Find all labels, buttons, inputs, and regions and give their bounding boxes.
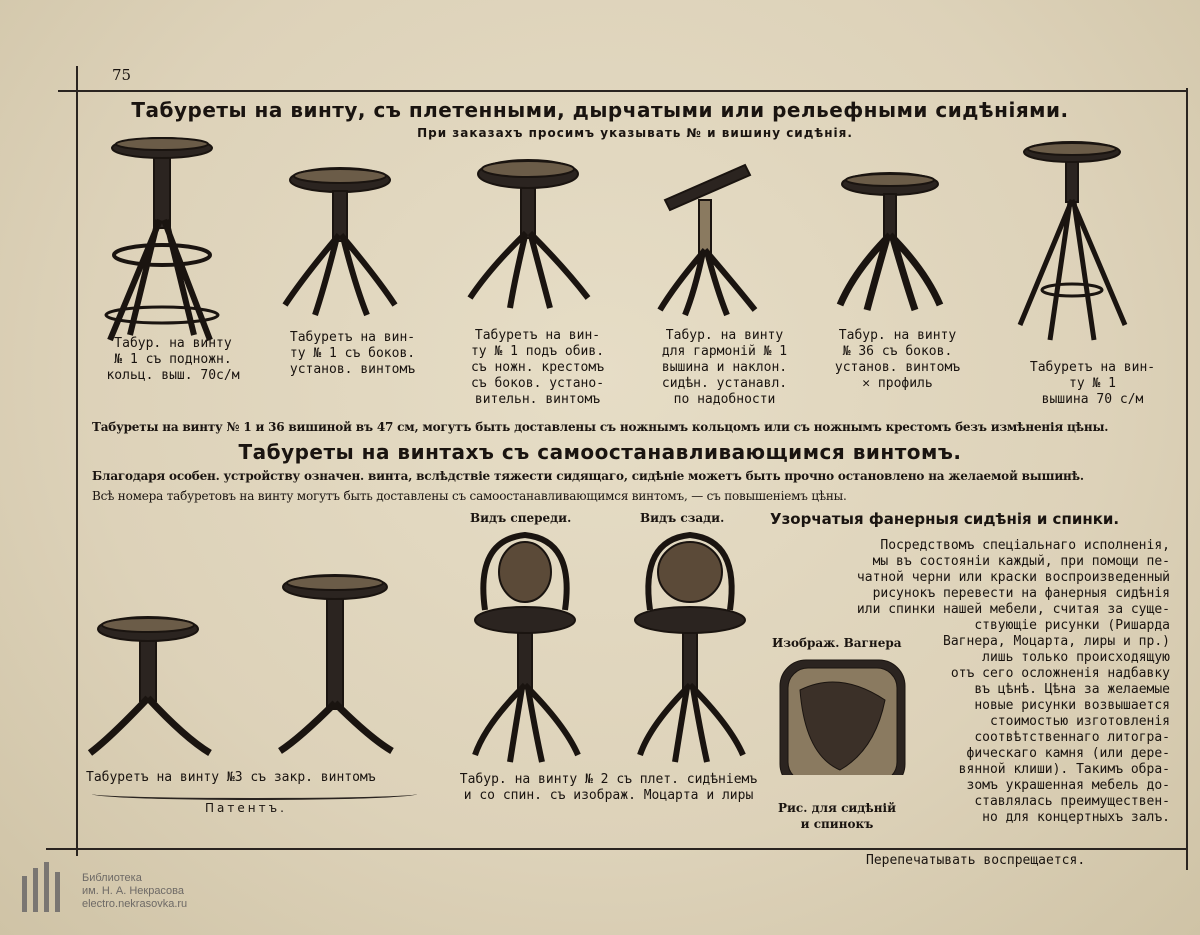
header-title: Табуреты на винту, съ плетенными, дырчатыми или рельефными сидѣніями. [131, 98, 1069, 122]
section2-title: Табуреты на винтахъ съ самоостанавливающимся винтомъ. [238, 440, 962, 464]
caption-stool-4: Табур. на винту для гармоній № 1 вышина и наклон. сидѣн. устанавл. по надобности [661, 328, 788, 407]
view-front-label: Видъ спереди. [470, 511, 572, 525]
top-rule [58, 90, 1188, 92]
right-rule [1186, 88, 1188, 870]
footer-notice: Перепечатывать воспрещается. [866, 853, 1086, 868]
library-text [82, 872, 187, 911]
chair-back [635, 535, 745, 762]
plywood-text: Посредствомъ спеціальнаго исполненія, мы въ состояніи каждый, при помощи пе- чатной черни или краски воспроизведенный рисунокъ перевести на фанерныя сидѣнія или спинки нашей мебели, считая за суще- ствующіе рисунки (Ришарда Вагнера, Моцарта, лиры и пр.) лишь только происходящую отъ сего осложненія надбавку въ цѣнѣ. Цѣна за желаемые новые рисунки возвышается стоимостью изготовленія соотвѣтственнаго литогра- фическаго камня (или дере- вянной клиши). Такимъ обра- зомъ украшенная мебель до- ставлялась преимуществен- но для концертныхъ залъ. [856, 538, 1170, 825]
stool-low-no3 [90, 617, 210, 753]
view-back-label: Видъ сзади. [640, 511, 725, 525]
section2-line2: Всѣ номера табуретовъ на винту могутъ быть доставлены съ самоостанавливающимся винтомъ, — съ повышеніемъ цѣны. [92, 489, 847, 503]
plywood-title: Узорчатыя фанерныя сидѣнія и спинки. [770, 510, 1120, 528]
caption-stool-no3: Табуретъ на винту №3 съ закр. винтомъ [86, 770, 376, 785]
library-line-2: им. Н. А. Некрасова [82, 885, 185, 897]
caption-stool-1: Табур. на винту № 1 съ подножн. кольц. выш. 70с/м [106, 336, 240, 383]
caption-stool-5: Табур. на винту № 36 съ боков. установ. винтомъ ✕ профиль [834, 328, 961, 391]
bottom-rule [46, 848, 1188, 850]
caption-stool-3: Табуретъ на вин- ту № 1 подъ обив. съ ножн. крестомъ съ боков. устано- вительн. винтомъ [470, 328, 605, 407]
stool-cross-foot [470, 160, 588, 308]
library-logo [20, 858, 76, 914]
wagner-seat-image [780, 660, 905, 775]
section2-line1: Благодаря особен. устройству означен. винта, вслѣдствіе тяжести сидящаго, сидѣніе можетъ быть прочно остановлено на желаемой вышинѣ. [92, 469, 1084, 483]
caption-stool-6: Табуретъ на вин- ту № 1 вышина 70 с/м [1029, 360, 1156, 407]
wagner-label: Изображ. Вагнера [772, 636, 902, 650]
stool-harmonium [660, 165, 755, 315]
stools-row1-illustration [90, 130, 1170, 360]
chair-front [475, 535, 578, 762]
patent-label: Патентъ. [205, 801, 287, 815]
stool-side-screw [285, 168, 395, 315]
stool-no36 [840, 173, 940, 310]
header-subtitle: При заказахъ просимъ указывать № и вишину сидѣнія. [417, 126, 853, 140]
stool-ring-tall [106, 138, 218, 340]
library-link[interactable]: electro.nekrasovka.ru [82, 898, 188, 910]
stool-tall-70 [1020, 142, 1125, 340]
stool-pedestal [280, 575, 392, 751]
stools-row2-illustration [80, 525, 910, 775]
seat-caption: Рис. для сидѣній и спинокъ [778, 801, 896, 831]
library-line-1: Библиотека [82, 872, 142, 884]
patent-brace [92, 788, 417, 800]
caption-stool-2: Табуретъ на вин- ту № 1 съ боков. установ. винтомъ [289, 330, 416, 377]
page-number: 75 [112, 66, 132, 84]
caption-stool-no2: Табур. на винту № 2 съ плет. сидѣніемъ и со спин. съ изображ. Моцарта и лиры [459, 772, 758, 803]
note-line: Табуреты на винту № 1 и 36 вишиной въ 47 см, могутъ быть доставлены съ ножнымъ кольцомъ или съ ножнымъ крестомъ безъ измѣненія цѣны. [92, 420, 1109, 434]
